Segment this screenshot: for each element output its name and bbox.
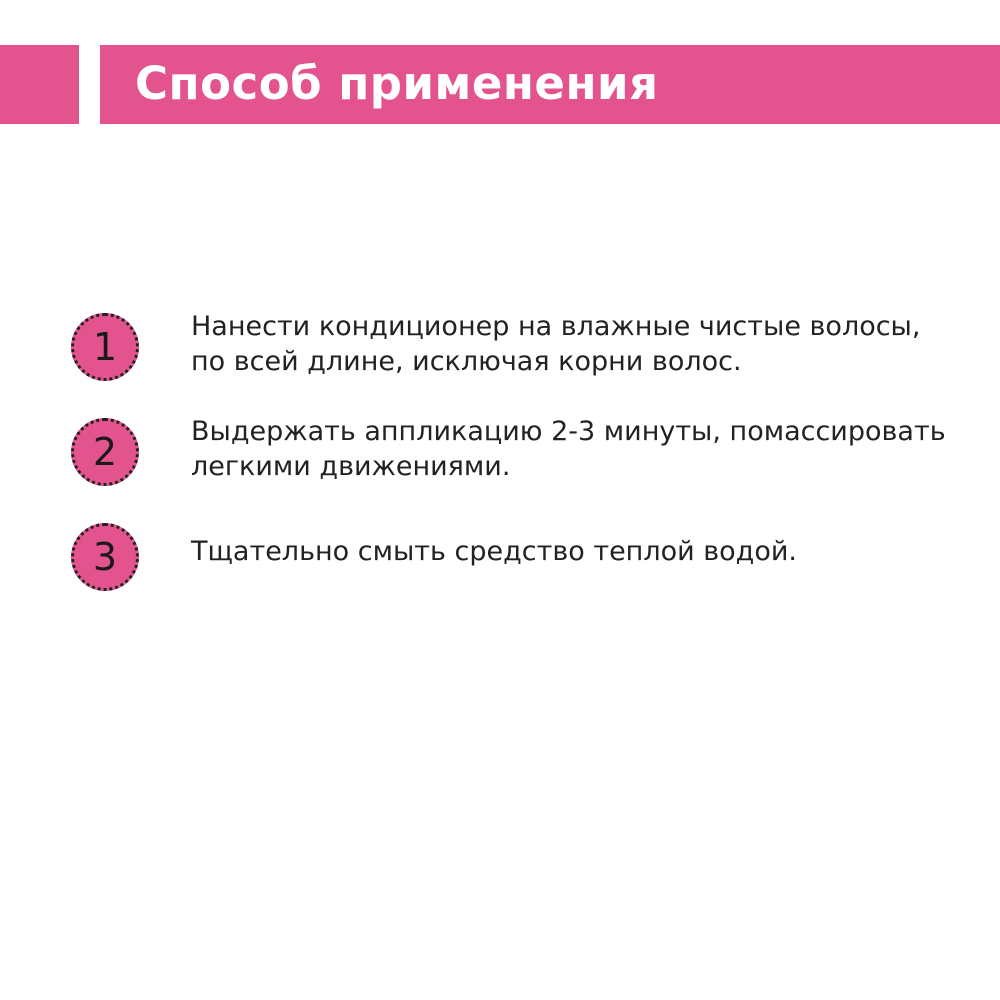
step-number: 3 [92,535,118,579]
step-description [191,309,981,379]
step-number-badge [71,418,139,486]
step-number-badge [71,313,139,381]
step-number: 2 [92,430,118,474]
header-accent-block [0,45,79,124]
step-number-badge [71,523,139,591]
step-description [191,414,981,484]
step-description-line: по всей длине, исключая корни волос. [191,346,742,377]
step-description-line: легкими движениями. [191,451,511,482]
step-description [191,534,981,569]
step-description-line: Тщательно смыть средство теплой водой. [191,536,797,567]
step-description-line: Выдержать аппликацию 2-3 минуты, помассировать [191,416,946,447]
page-title: Способ применения [135,57,659,110]
step-number: 1 [92,325,118,369]
step-description-line: Нанести кондиционер на влажные чистые волосы, [191,311,921,342]
header-banner [100,45,1000,124]
